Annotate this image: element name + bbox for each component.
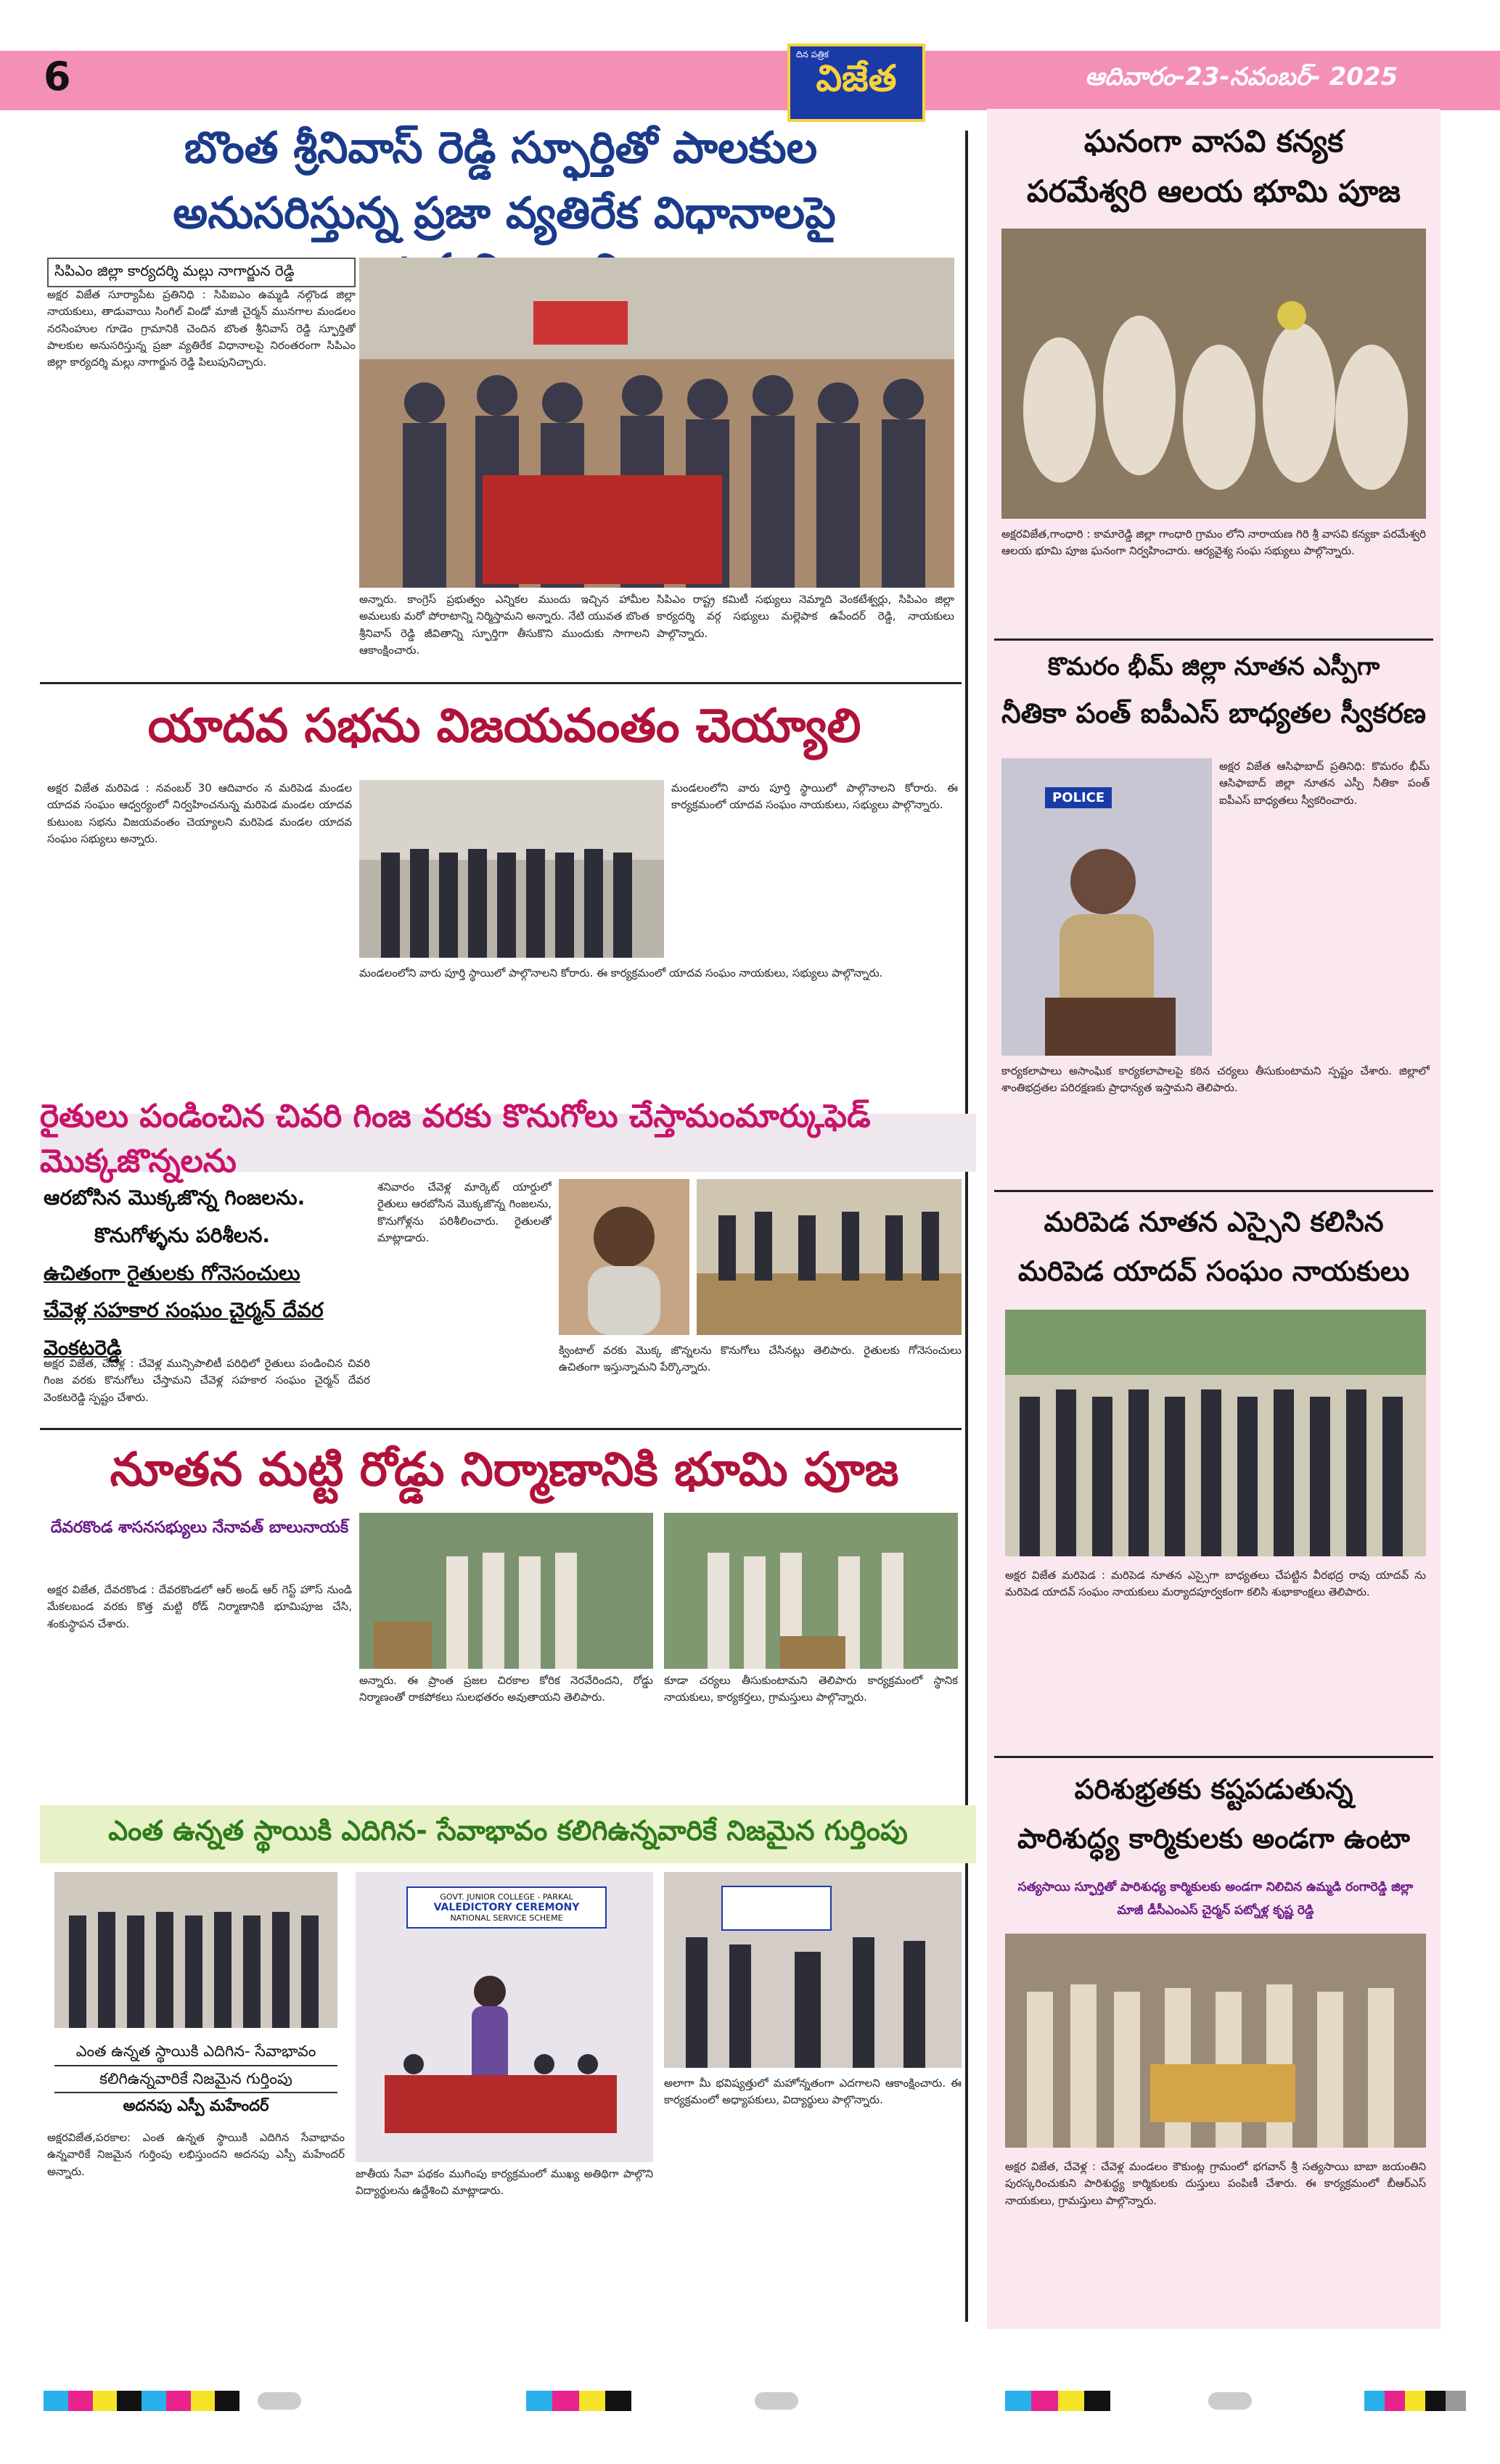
side-story4-subhead-line: సత్యసాయి స్ఫూర్తితో పారిశుధ్య కార్మికులకు అండగా నిలిచిన ఉమ్మడి రంగారెడ్డి జిల్లా — [1017, 1880, 1414, 1894]
section-divider — [994, 638, 1433, 641]
story3-portrait-photo — [559, 1179, 689, 1335]
story3-callout: చేవెళ్ల సహకార సంఘం చైర్మన్ దేవర — [44, 1298, 324, 1323]
story4-body-col3: కూడా చర్యలు తీసుకుంటామని తెలిపారు కార్యక్రమంలో స్థానిక నాయకులు, కార్యకర్తలు, గ్రామస్తులు పాల్గొన్నారు. — [664, 1674, 958, 1704]
story3-market-photo — [697, 1179, 962, 1335]
story5-caption-line: అదనపు ఎస్పీ మహేందర్ — [123, 2097, 269, 2115]
story5-body: అక్షరవిజేత,పరకాల: ఎంత ఉన్నత స్థాయికి ఎదిగిన సేవాభావం ఉన్నవారికే నిజమైన గుర్తింపు లభిస్తుందని అదనపు ఎస్పీ మహేందర్ అన్నారు. — [47, 2131, 345, 2178]
issue-date: ఆదివారం-23-నవంబర్- 2025 — [1085, 62, 1398, 91]
story4-body: అక్షర విజేత, దేవరకొండ : దేవరకొండలో ఆర్ అండ్ ఆర్ గెస్ట్ హౌస్ నుండి మేకలబండ వరకు కొత్త మట్టి రోడ్ నిర్మాణానికి భూమిపూజ చేసి, శంకుస్థాపన చేశారు. — [47, 1583, 352, 1630]
side-story1-body: అక్షరవిజేత,గాంధారి : కామారెడ్డి జిల్లా గాంధారి గ్రామం లోని నారాయణ గిరి శ్రీ వాసవి కన్యకా పరమేశ్వరి ఆలయ భూమి పూజ ఘనంగా నిర్వహించారు. ఆర్యవైశ్య సంఘ సభ్యులు పాల్గొన్నారు. — [1001, 527, 1426, 558]
story4-photo1 — [359, 1513, 653, 1669]
story1-headline-line1: బొంత శ్రీనివాస్ రెడ్డి స్ఫూర్తితో పాలకుల — [184, 123, 818, 173]
story3-callouts — [44, 1179, 363, 1367]
story4-headline: నూతన మట్టి రోడ్డు నిర్మాణానికి భూమి పూజ — [110, 1443, 899, 1497]
banner-college: GOVT. JUNIOR COLLEGE - PARKAL — [440, 1892, 573, 1902]
story5-caption-line: ఎంత ఉన్నత స్థాయికి ఎదిగిన- సేవాభావం — [54, 2039, 337, 2066]
officer-placeholder-icon — [1001, 758, 1212, 1056]
side-story1-headline-line: ఘనంగా వాసవి కన్యక — [1083, 123, 1344, 159]
section-divider — [40, 682, 962, 684]
photo-placeholder-icon — [359, 780, 664, 958]
page-number: 6 — [44, 54, 71, 99]
newspaper-logo — [787, 44, 925, 122]
side-story3-headline-line: మరిపెడ యాదవ్ సంఘం నాయకులు — [1017, 1255, 1410, 1288]
side-story3-headline-line: మరిపెడ నూతన ఎస్సైని కలిసిన — [1044, 1206, 1384, 1238]
side-story3-body: అక్షర విజేత మరిపెడ : మరిపెడ నూతన ఎస్సైగా బాధ్యతలు చేపట్టిన వీరభద్ర రావు యాదవ్ ను మరిపెడ యాదవ్ సంఘం నాయకులు మర్యాదపూర్వకంగా కలిసి శుభాకాంక్షలు తెలిపారు. — [1005, 1569, 1426, 1599]
side-story4-subhead — [998, 1876, 1433, 1923]
side-story2-headline-line: కొమరం భీమ్ జిల్లా నూతన ఎస్పీగా — [1047, 652, 1380, 681]
section-divider — [994, 1190, 1433, 1192]
side-story3-headline — [994, 1197, 1433, 1297]
story1-body: అక్షర విజేత సూర్యాపేట ప్రతినిధి : సిపిఐఎం ఉమ్మడి నల్గొండ జిల్లా నాయకులు, తాడువాయి సింగిల్ విండో మాజీ చైర్మన్ మునగాల మండలం నరసింహుల గూడెం గ్రామానికి చెందిన బొంత శ్రీనివాస్ రెడ్డి స్ఫూర్తితో పాలకుల అనుసరిస్తున్న ప్రజా వ్యతిరేక విధానాలపై నిరంతరంగా సిపిఎం జిల్లా కార్యదర్శి మల్లు నాగార్జున రెడ్డి పిలుపునిచ్చారు. — [47, 288, 356, 369]
photo-placeholder-icon — [1001, 229, 1426, 519]
story3-body-col2: శనివారం చేవెళ్ల మార్కెట్ యార్డులో రైతులు ఆరబోసిన మొక్కజొన్న గింజలను, కొనుగోళ్లను పరిశీలించారు. రైతులతో మాట్లాడారు. — [377, 1180, 552, 1244]
side-story4-headline-line: పారిశుద్ధ్య కార్మికులకు అండగా ఉంటా — [1017, 1823, 1410, 1855]
story3-callout: వెంకటరెడ్డి — [44, 1336, 122, 1360]
side-story3-photo — [1005, 1310, 1426, 1556]
photo-placeholder-icon — [1005, 1934, 1426, 2148]
photo-placeholder-icon — [356, 1872, 653, 2162]
side-story2-headline — [994, 646, 1433, 737]
color-registration-bar — [1364, 2391, 1466, 2411]
story1-photo — [359, 258, 954, 588]
story4-body-col2: అన్నారు. ఈ ప్రాంత ప్రజల చిరకాల కోరిక నెరవేరిందని, రోడ్డు నిర్మాణంతో రాకపోకలు సులభతరం అవుతాయని తెలిపారు. — [359, 1674, 653, 1704]
story1-byline: సిపిఎం జిల్లా కార్యదర్శి మల్లు నాగార్జున రెడ్డి — [47, 258, 356, 287]
story5-photo3 — [664, 1872, 962, 2068]
logo-tagline: దిన పత్రిక — [796, 49, 829, 59]
photo-placeholder-icon — [359, 258, 954, 588]
portrait-placeholder-icon — [559, 1179, 689, 1335]
story4-subhead: దేవరకొండ శాసనసభ్యులు నేనావత్ బాలునాయక్ — [50, 1519, 349, 1537]
photo-placeholder-icon — [54, 1872, 337, 2028]
side-story2-headline-line: నీతికా పంత్ ఐపీఎస్ బాధ్యతల స్వీకరణ — [1001, 697, 1427, 729]
side-story4-subhead-line: మాజీ డీసీఎంఎస్ చైర్మన్ పట్నోళ్ల కృష్ణ రెడ్డి — [1117, 1903, 1314, 1918]
photo-placeholder-icon — [1005, 1310, 1426, 1556]
story2-body: అక్షర విజేత మరిపెడ : నవంబర్ 30 ఆదివారం న మరిపెడ మండల యాదవ సంఘం ఆధ్వర్యంలో నిర్వహించనున్న మరిపెడ మండల యాదవ కుటుంబ సభను విజయవంతం చెయ్యాలని మరిపెడ మండల యాదవ సంఘం సభ్యులు అన్నారు. — [47, 781, 352, 845]
story1-body-col3: సిపిఎం రాష్ట్ర కమిటీ సభ్యులు నెమ్మాది వెంకటేశ్వర్లు, సిపిఎం జిల్లా కార్యదర్శి వర్గ సభ్యులు మల్లెపాక ఉపేందర్ రెడ్డి, నాయకులు పాల్గొన్నారు. — [657, 593, 954, 640]
story3-callout: ఉచితంగా రైతులకు గోనెసంచులు — [44, 1260, 300, 1285]
logo-text: విజేత — [816, 57, 897, 99]
side-story1-photo — [1001, 229, 1426, 519]
banner-subtitle: NATIONAL SERVICE SCHEME — [450, 1913, 563, 1923]
story2-body-col3: మండలంలోని వారు పూర్తి స్థాయిలో పాల్గొనాలని కోరారు. ఈ కార్యక్రమంలో యాదవ సంఘం నాయకులు, సభ్యులు పాల్గొన్నారు. — [359, 966, 883, 980]
story1-headline-line2: అనుసరిస్తున్న ప్రజా వ్యతిరేక విధానాలపై — [173, 188, 836, 239]
story5-body-col2: జాతీయ సేవా పథకం ముగింపు కార్యక్రమంలో ముఖ్య అతిథిగా పాల్గొని విద్యార్థులను ఉద్దేశించి మాట్లాడారు. — [356, 2167, 653, 2198]
side-story4-photo — [1005, 1934, 1426, 2148]
side-story1-headline-line: పరమేశ్వరి ఆలయ భూమి పూజ — [1027, 173, 1401, 210]
photo-placeholder-icon — [359, 1513, 653, 1669]
section-divider — [40, 1428, 962, 1430]
section-divider — [994, 1756, 1433, 1758]
story2-photo — [359, 780, 664, 958]
story5-photo2 — [356, 1872, 653, 2162]
story5-caption — [54, 2039, 337, 2119]
photo-placeholder-icon — [664, 1872, 962, 2068]
story5-headline: ఎంత ఉన్నత స్థాయికి ఎదిగిన- సేవాభావం కలిగిఉన్నవారికే నిజమైన గుర్తింపు — [40, 1805, 976, 1863]
story1-body-col2: అన్నారు. కాంగ్రెస్ ప్రభుత్వం ఎన్నికల ముందు ఇచ్చిన హామీల అమలుకు మరో పోరాటాన్ని నిర్మిస్తామని అన్నారు. నేటి యువత బొంత శ్రీనివాస్ రెడ్డి జీవితాన్ని స్ఫూర్తిగా తీసుకొని ముందుకు సాగాలని ఆకాంక్షించారు. — [359, 593, 649, 657]
story4-photo2 — [664, 1513, 958, 1669]
story3-callout: ఆరబోసిన మొక్కజొన్న గింజలను. — [44, 1186, 306, 1210]
registration-mark — [755, 2392, 798, 2410]
story3-body: అక్షర విజేత, చేవెళ్ల : చేవెళ్ల మున్సిపాలిటీ పరిధిలో రైతులు పండించిన చివరి గింజ వరకు కొనుగోలు చేస్తామని చేవెళ్ల సహకార సంఘం చైర్మన్ దేవర వెంకటరెడ్డి స్పష్టం చేశారు. — [44, 1357, 370, 1404]
side-story4-headline-line: పరిశుభ్రతకు కష్టపడుతున్న — [1074, 1773, 1353, 1805]
side-story2-photo — [1001, 758, 1212, 1056]
photo-placeholder-icon — [664, 1513, 958, 1669]
color-registration-bar — [44, 2391, 239, 2411]
story2-body-col2: మండలంలోని వారు పూర్తి స్థాయిలో పాల్గొనాలని కోరారు. ఈ కార్యక్రమంలో యాదవ సంఘం నాయకులు, సభ్యులు పాల్గొన్నారు. — [671, 781, 958, 812]
story3-callout: కొనుగోళ్ళను పరిశీలన. — [94, 1223, 271, 1247]
banner-title: VALEDICTORY CEREMONY — [433, 1902, 580, 1913]
story3-body-col3: క్వింటాల్ వరకు మొక్క జొన్నలను కొనుగోలు చేసినట్లు తెలిపారు. రైతులకు గోనెసంచులు ఉచితంగా ఇస్తున్నామని పేర్కొన్నారు. — [559, 1344, 962, 1374]
story5-photo1 — [54, 1872, 337, 2028]
side-story2-body-col2: కార్యకలాపాలు అసాంఘిక కార్యకలాపాలపై కఠిన చర్యలు తీసుకుంటామని స్పష్టం చేశారు. జిల్లాలో శాంతిభద్రతల పరిరక్షణకు ప్రాధాన్యత ఇస్తామని తెలిపారు. — [1001, 1064, 1430, 1095]
side-story4-body: అక్షర విజేత, చేవెళ్ల : చేవెళ్ల మండలం కౌకుంట్ల గ్రామంలో భగవాన్ శ్రీ సత్యసాయి బాబా జయంతిని పురస్కరించుకుని పారిశుద్ధ్య కార్మికులకు దుస్తులు పంపిణీ చేశారు. ఈ కార్యక్రమంలో బీఆర్ఎస్ నాయకులు, గ్రామస్తులు పాల్గొన్నారు. — [1005, 2160, 1426, 2207]
story3-headline: రైతులు పండించిన చివరి గింజ వరకు కొనుగోలు చేస్తామంమార్కుఫెడ్ మొక్కజొన్నలను — [40, 1114, 976, 1172]
side-story1-headline — [994, 116, 1433, 217]
story5-body-col3: అలాగా మీ భవిష్యత్తులో మహోన్నతంగా ఎదగాలని ఆకాంక్షించారు. ఈ కార్యక్రమంలో అధ్యాపకులు, విద్యార్థులు పాల్గొన్నారు. — [664, 2077, 962, 2107]
color-registration-bar — [1005, 2391, 1110, 2411]
column-divider — [965, 131, 968, 2322]
registration-mark — [1208, 2392, 1252, 2410]
story2-headline: యాదవ సభను విజయవంతం చెయ్యాలి — [147, 699, 861, 753]
police-sign: POLICE — [1045, 787, 1112, 808]
photo-placeholder-icon — [697, 1179, 962, 1335]
side-story2-body: అక్షర విజేత ఆసిఫాబాద్ ప్రతినిధి: కొమరం భీమ్ ఆసిఫాబాద్ జిల్లా నూతన ఎస్పీ నీతికా పంత్ ఐపీఎస్ బాధ్యతలు స్వీకరించారు. — [1219, 760, 1430, 807]
registration-mark — [258, 2392, 301, 2410]
side-story4-headline — [994, 1765, 1433, 1864]
story5-caption-line: కలిగిఉన్నవారికే నిజమైన గుర్తింపు — [54, 2066, 337, 2094]
color-registration-bar — [526, 2391, 631, 2411]
